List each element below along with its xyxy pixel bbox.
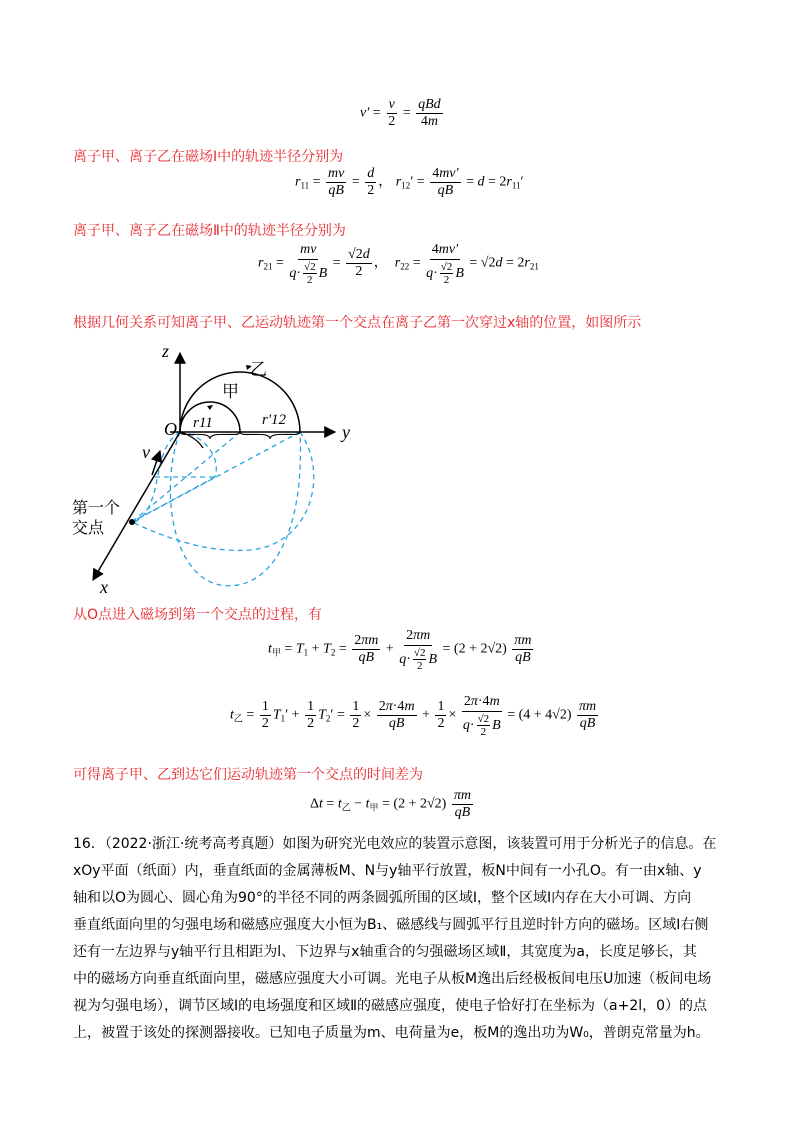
problem-number: 16． — [73, 836, 105, 852]
problem-line — [73, 831, 733, 858]
problem-line: 视为匀强电场），调节区域Ⅰ的电场强度和区域Ⅱ的磁感应强度，使电子恰好打在坐标为（a+2l，0）的点 — [73, 998, 708, 1014]
label-x: x — [100, 577, 108, 597]
problem-line: xOy平面（纸面）内，垂直纸面的金属薄板M、N与y轴平行放置，板N中间有一小孔O。有一由x轴、y — [73, 863, 702, 879]
label-r12: r'12 — [262, 412, 287, 428]
label-origin: O — [164, 419, 177, 439]
sentence-radius-field-1: 离子甲、离子乙在磁场Ⅰ中的轨迹半径分别为 — [73, 149, 344, 165]
label-y: y — [342, 422, 350, 442]
sentence-time-difference: 可得离子甲、乙到达它们运动轨迹第一个交点的时间差为 — [73, 767, 423, 783]
label-point-line1: 第一个 — [72, 498, 121, 517]
equation-time-jia: $t_甲 = T_1 + T_2$ = $\frac{2\pi m}{qB}$ + 2πm q · $\frac{√2}{2}$ B = (2 + 2√2) $\frac{\pi m}{qB}$ — [268, 628, 532, 672]
equation-delta-t: $\Delta t = t_乙 - t_甲 = (2 + 2√2)$ $\frac{\pi m}{qB}$ — [310, 788, 471, 820]
sentence-radius-field-2: 离子甲、离子乙在磁场Ⅱ中的轨迹半径分别为 — [73, 223, 346, 239]
problem-16 — [73, 831, 733, 1047]
problem-line-text: 如图为研究光电效应的装置示意图，该装置可用于分析光子的信息。在 — [282, 836, 717, 852]
trajectory-diagram — [60, 335, 380, 597]
label-jia: 甲 — [222, 382, 239, 402]
equation-radius-field-1: $r_{11}$ = $\frac{mv}{qB}$ = $\frac{d}{2}$ ， $r_{12}'$ = $\frac{4mv'}{qB}$ = $d = 2r_{11}'$ — [295, 166, 524, 198]
label-z: z — [162, 341, 170, 361]
problem-line: 垂直纸面向里的匀强电场和磁感应强度大小恒为B₁、磁感线与圆弧平行且逆时针方向的磁场。区域Ⅰ右侧 — [73, 917, 709, 933]
label-point-line2: 交点 — [72, 518, 105, 537]
equation-time-yi: $t_乙$ = $\frac{1}{2}$ $T_1'$ + $\frac{1}{2}$ $T_2'$ = $\frac{1}{2}$ × $\frac{2\pi\cdot 4m}{qB}$ + $\frac{1}{2}$ × 2π·4m q · $\frac{√2}{2}$ B = (4 + 4√2) $\frac{\pi m}{qB}$ — [230, 694, 597, 738]
equation-radius-field-2: $r_{21}$ = mv q · $\frac{√2}{2}$ B = $\frac{√2d}{2}$ ， $r_{22}$ = 4mv′ q · $\frac{√2}{2}$ B = $√2d = 2r_{21}$ — [258, 242, 539, 286]
problem-line: 还有一左边界与y轴平行且相距为l、下边界与x轴重合的匀强磁场区域Ⅱ，其宽度为a，长度足够长，其 — [73, 944, 697, 960]
label-yi: 乙 — [250, 360, 267, 380]
sentence-process: 从O点进入磁场到第一个交点的过程，有 — [73, 607, 323, 623]
problem-line: 中的磁场方向垂直纸面向里，磁感应强度大小可调。光电子从板M逸出后经极板间电压U加速（板间电场 — [73, 971, 712, 987]
sentence-geometry: 根据几何关系可知离子甲、乙运动轨迹第一个交点在离子乙第一次穿过x轴的位置，如图所示 — [73, 315, 642, 331]
equation-v-prime: v′ = $\frac{v}{2}$ = $\frac{\text{qBd}}{4m}$ — [360, 97, 441, 129]
problem-line: 轴和以O为圆心、圆心角为90°的半径不同的两条圆弧所围的区域Ⅰ，整个区域Ⅰ内存在大小可调、方向 — [73, 890, 692, 906]
label-v: v — [142, 442, 150, 462]
problem-line: 上，被置于该处的探测器接收。已知电子质量为m、电荷量为e，板M的逸出功为W₀，普朗克常量为h。 — [73, 1025, 710, 1041]
label-r11: r11 — [193, 415, 213, 431]
problem-source: （2022·浙江·统考高考真题） — [104, 836, 283, 852]
intersection-point — [129, 519, 135, 525]
